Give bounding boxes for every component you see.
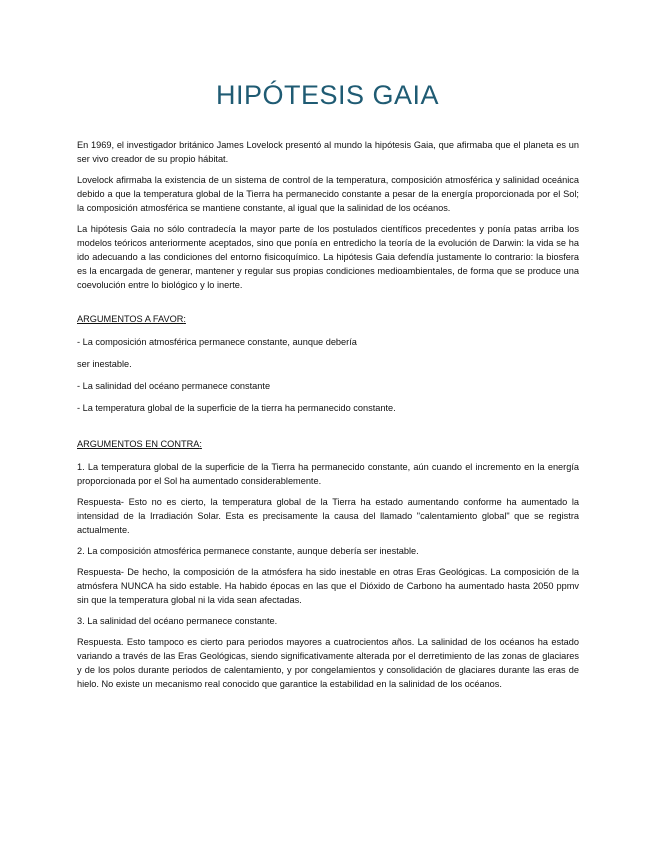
intro-paragraph-2: Lovelock afirmaba la existencia de un sistema de control de la temperatura, composición atmosférica y salinidad oceánica debido a que la temperatura global de la Tierra ha permanecido constante a pesar de la energía proporcionada por el Sol; la composición atmosférica se mantiene constante, al igual que la salinidad de los océanos. [77,175,579,213]
contra-paragraph-4: Respuesta- De hecho, la composición de la atmósfera ha sido inestable en otras Eras Geológicas. La composición de la atmósfera NUNCA ha sido estable. Ha habido épocas en las que el Dióxido de Carbono ha aumentado hasta 2050 ppmv sin que la temperatura global ni la vida sean afectadas. [77,567,579,605]
favor-heading-colon: : [183,314,186,324]
favor-line-2: ser inestable. [77,359,132,369]
contra-heading-colon: : [199,439,202,449]
favor-line-3: - La salinidad del océano permanece constante [77,381,271,391]
contra-paragraph-1: 1. La temperatura global de la superficie de la Tierra ha permanecido constante, aún cuando el incremento en la energía proporcionada por el Sol ha aumentado considerablemente. [77,462,579,486]
contra-paragraph-6: Respuesta. Esto tampoco es cierto para periodos mayores a cuatrocientos años. La salinidad de los océanos ha estado variando a través de las Eras Geológicas, siendo significativamente alterada por el derretimiento de las zonas de glaciares y de los polos durante periodos de calentamiento, y por congelamientos y consolidación de glaciares durante las eras de hielo. No existe un mecanismo real conocido que garantice la estabilidad en la salinidad de los océanos. [77,637,579,689]
favor-line-4: - La temperatura global de la superficie de la tierra ha permanecido constante. [77,403,396,413]
intro-paragraph-3: La hipótesis Gaia no sólo contradecía la mayor parte de los postulados científicos precedentes y ponía patas arriba los modelos teóricos anteriormente aceptados, sino que ponía en entredicho la teoría de la evolución de Darwin: la vida se ha ido adecuando a las condiciones del entorno fisicoquímico. La hipótesis Gaia defendía justamente lo contrario: la biosfera es la encargada de generar, mantener y regular sus propias condiciones medioambientales, de forma que se produce una coevolución entre lo biológico y lo inerte. [77,224,579,290]
document-body [77,138,579,698]
contra-paragraph-3: 2. La composición atmosférica permanece constante, aunque debería ser inestable. [77,546,419,556]
contra-paragraph-5: 3. La salinidad del océano permanece constante. [77,616,278,626]
favor-heading-text: ARGUMENTOS A FAVOR [77,314,184,324]
favor-heading [77,312,579,326]
contra-heading-text: ARGUMENTOS EN CONTRA [77,439,200,449]
favor-line-1: - La composición atmosférica permanece constante, aunque debería [77,337,357,347]
intro-paragraph-1: En 1969, el investigador británico James Lovelock presentó al mundo la hipótesis Gaia, que afirmaba que el planeta es un ser vivo creador de su propio hábitat. [77,140,579,164]
contra-paragraph-2: Respuesta- Esto no es cierto, la temperatura global de la Tierra ha estado aumentando conforme ha aumentado la intensidad de la Irradiación Solar. Esta es precisamente la causa del llamado "calentamiento global" que se registra actualmente. [77,497,579,535]
page-title: HIPÓTESIS GAIA [215,80,440,110]
contra-heading [77,437,579,451]
